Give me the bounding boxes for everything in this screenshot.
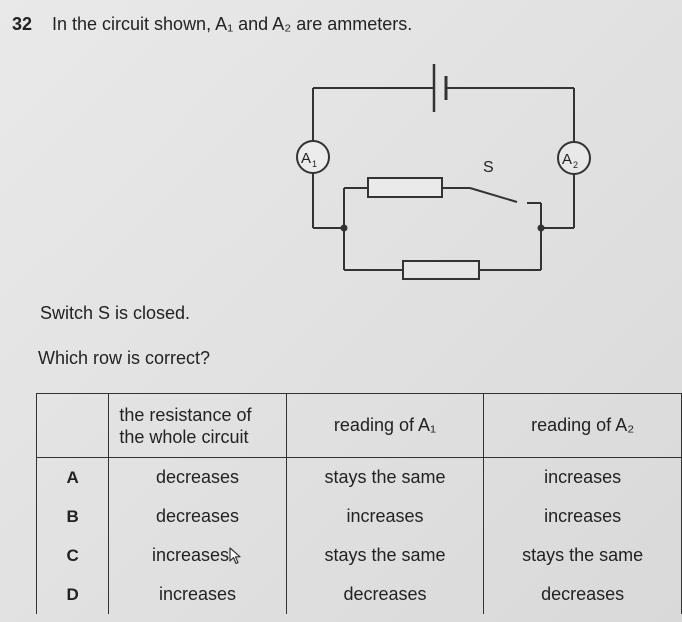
junction-left-dot (341, 225, 348, 232)
row-d-resistance: increases (159, 584, 237, 604)
header-resistance-line1: the resistance of (119, 404, 252, 425)
row-b-a1: increases (346, 506, 424, 526)
row-c-a1: stays the same (324, 545, 446, 565)
option-letter-c[interactable]: C (66, 546, 79, 565)
row-c-resistance-wrap (109, 536, 285, 575)
option-letter-b[interactable]: B (66, 507, 79, 526)
letters-column (37, 458, 109, 615)
header-a2: reading of A₂ (484, 394, 682, 458)
switch-statement: Switch S is closed. (40, 303, 191, 323)
a1-column (286, 458, 484, 615)
switch-label: S (483, 159, 494, 176)
header-resistance (109, 394, 286, 458)
junction-right-dot (538, 225, 545, 232)
row-a-resistance: decreases (156, 467, 240, 487)
question-number: 32 (12, 14, 33, 34)
lower-resistor (403, 261, 479, 279)
a2-column (484, 458, 682, 615)
ammeter-a1-subscript: 1 (312, 159, 318, 169)
circuit-diagram (0, 0, 682, 300)
row-c-a2: stays the same (522, 545, 644, 565)
switch-blade (470, 188, 517, 202)
question-prompt: Which row is correct? (38, 348, 211, 368)
row-d-a2: decreases (541, 584, 625, 604)
question-text: In the circuit shown, A₁ and A₂ are ammeters. (52, 14, 413, 34)
ammeter-a2-label: A (562, 151, 573, 168)
table-header-row (37, 394, 682, 458)
header-a1: reading of A₁ (286, 394, 484, 458)
row-a-a2: increases (544, 467, 622, 487)
row-d-a1: decreases (343, 584, 427, 604)
upper-resistor (368, 178, 442, 197)
header-letter-cell (37, 394, 109, 458)
option-letter-d[interactable]: D (66, 585, 79, 604)
row-c-resistance: increases (152, 545, 230, 565)
row-a-a1: stays the same (324, 467, 446, 487)
row-b-resistance: decreases (156, 506, 240, 526)
row-b-a2: increases (544, 506, 622, 526)
ammeter-a2-subscript: 2 (573, 160, 579, 170)
table-body (37, 458, 682, 615)
answer-table (36, 393, 682, 614)
option-letter-a[interactable]: A (66, 468, 79, 487)
ammeter-a1-label: A (301, 150, 312, 167)
resistance-column (109, 458, 286, 615)
mouse-pointer-icon (229, 547, 243, 565)
header-resistance-line2: the whole circuit (119, 426, 249, 447)
